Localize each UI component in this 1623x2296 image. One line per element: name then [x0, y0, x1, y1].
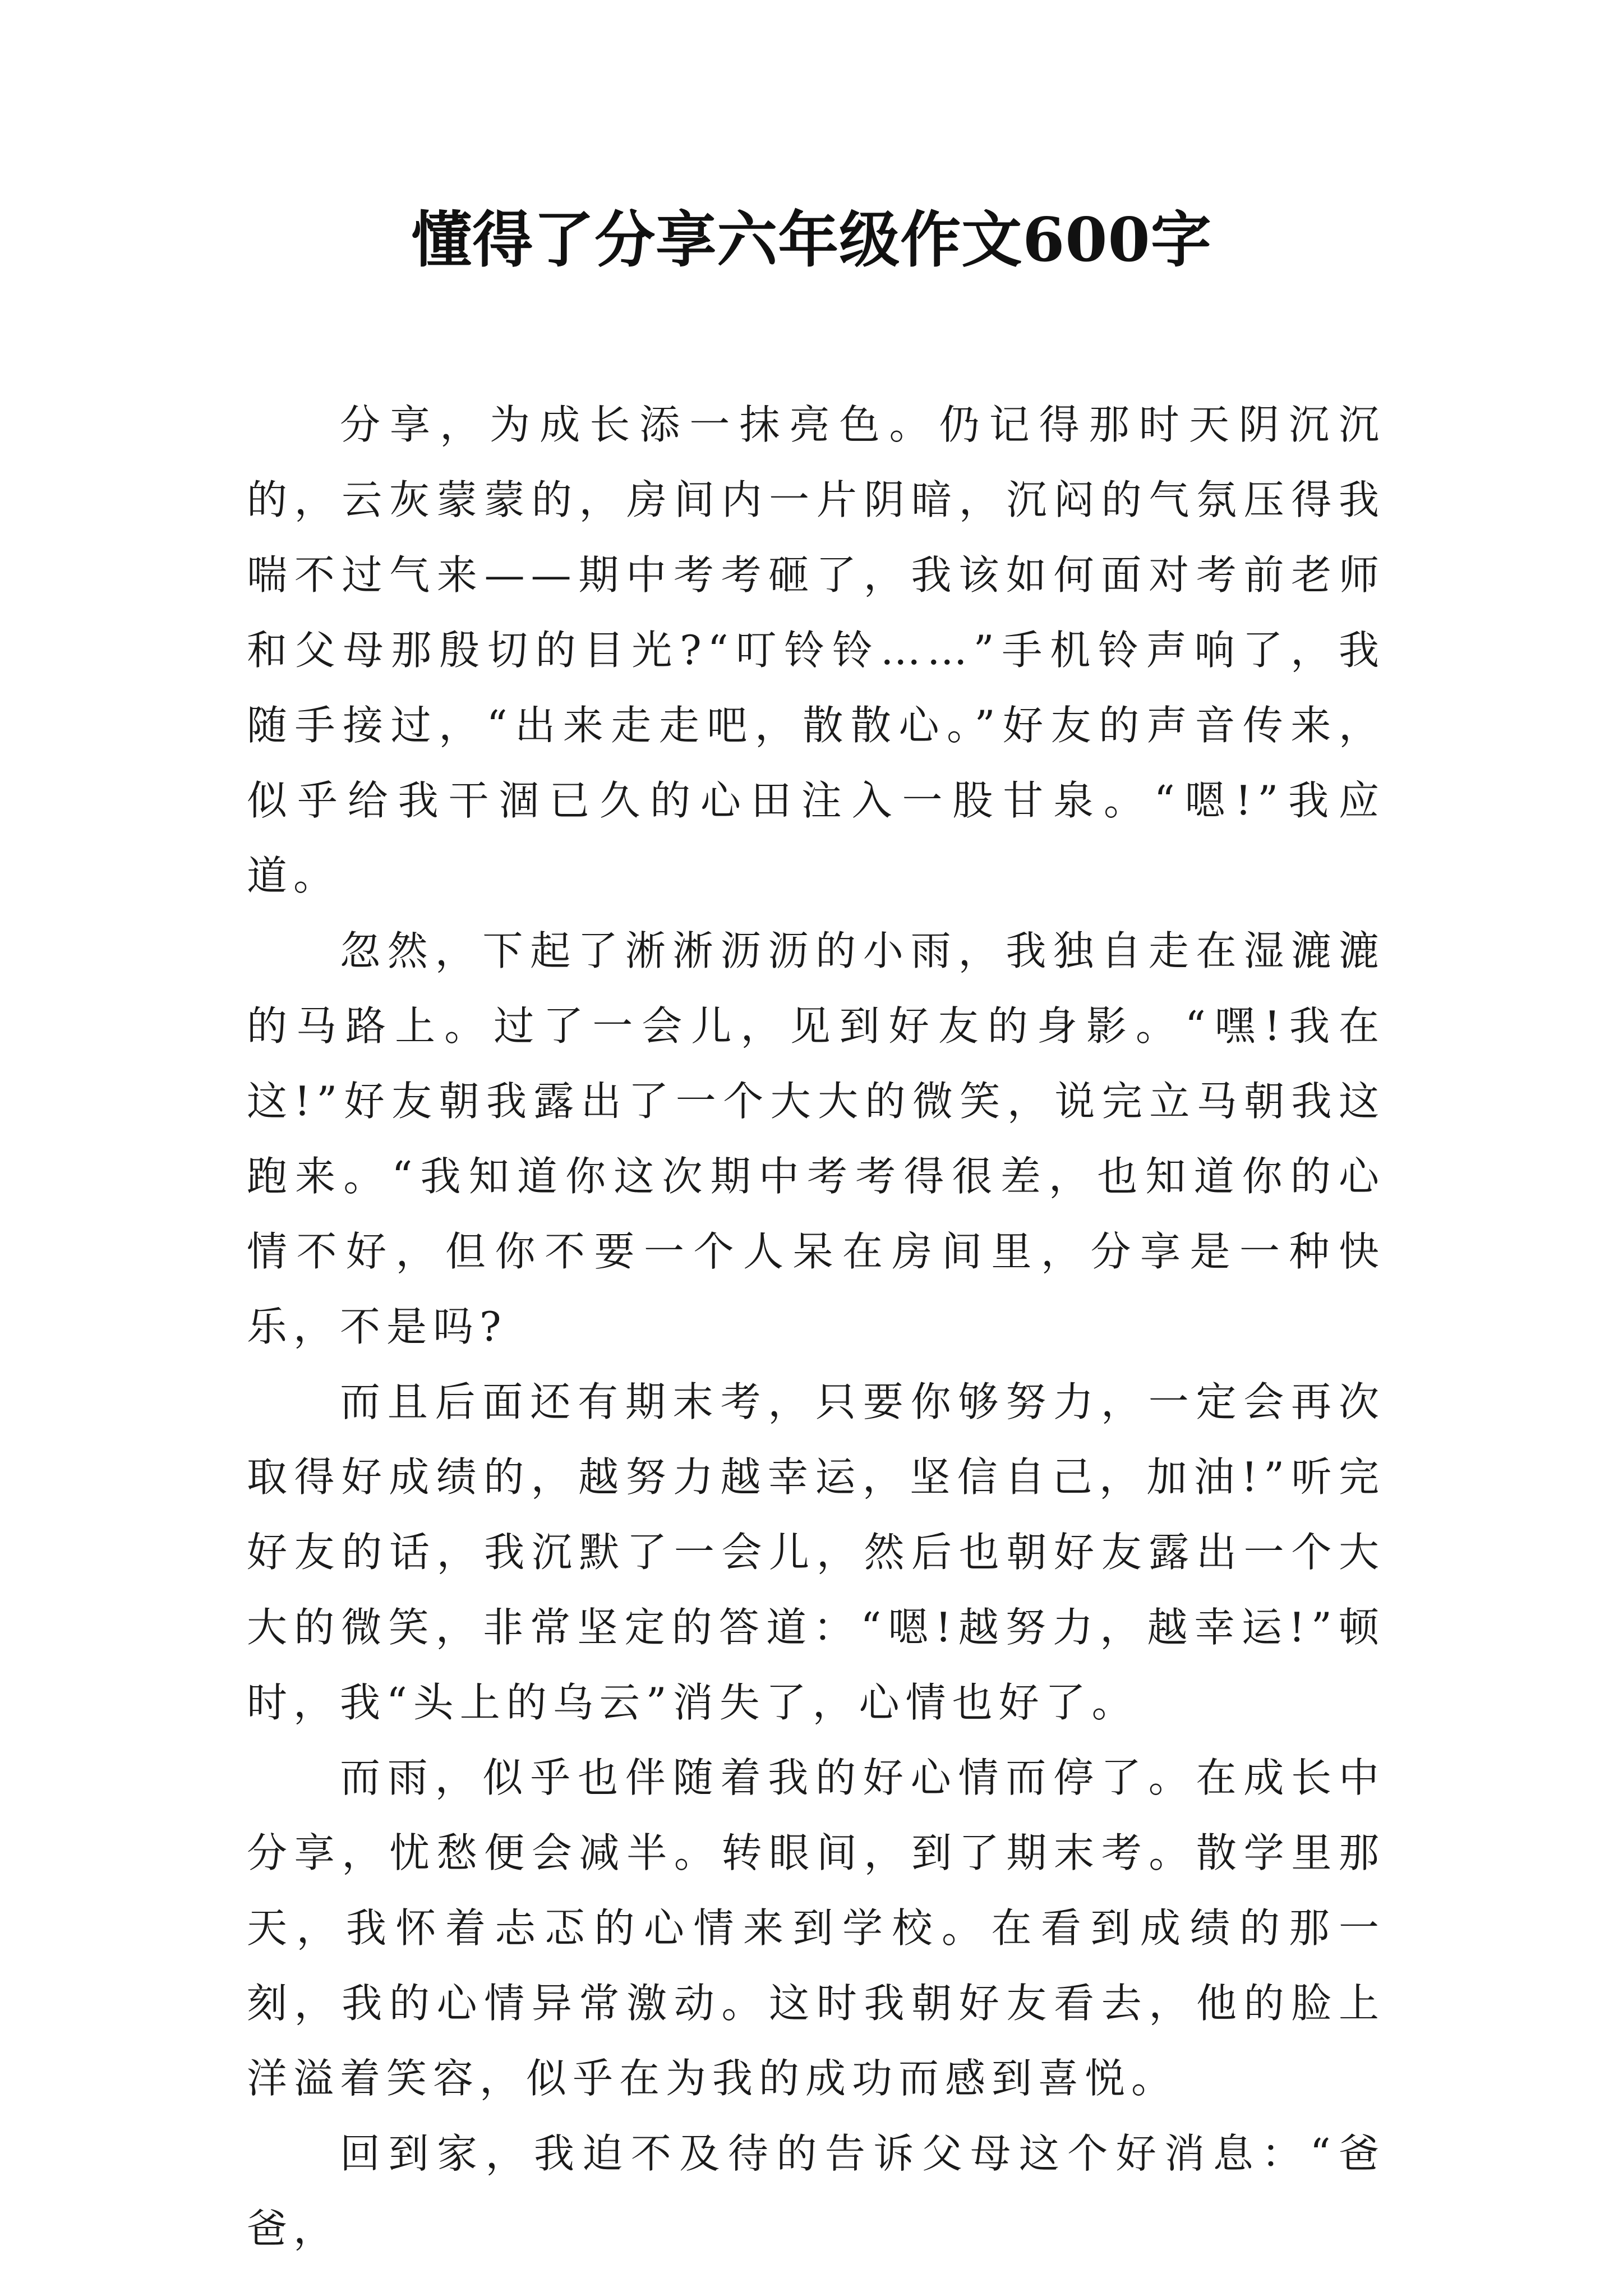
paragraph: 而雨，似乎也伴随着我的好心情而停了。在成长中分享，忧愁便会减半。转眼间，到了期末考。散学里那天，我怀着忐忑的心情来到学校。在看到成绩的那一刻，我的心情异常激动。这时我朝好友看去，他的脸上洋溢着笑容，似乎在为我的成功而感到喜悦。: [247, 1754, 1385, 2102]
paragraph: 回到家，我迫不及待的告诉父母这个好消息：“爸爸，: [247, 2130, 1385, 2252]
paragraph: 分享，为成长添一抹亮色。仍记得那时天阴沉沉的，云灰蒙蒙的，房间内一片阴暗，沉闷的气氛压得我喘不过气来——期中考考砸了，我该如何面对考前老师和父母那殷切的目光?“叮铃铃……”手机铃声响了，我随手接过，“出来走走吧，散散心。”好友的声音传来，似乎给我干涸已久的心田注入一股甘泉。“嗯!”我应道。: [247, 401, 1385, 899]
paragraph: 而且后面还有期末考，只要你够努力，一定会再次取得好成绩的，越努力越幸运，坚信自己，加油!”听完好友的话，我沉默了一会儿，然后也朝好友露出一个大大的微笑，非常坚定的答道：“嗯!越努力，越幸运!”顿时，我“头上的乌云”消失了，心情也好了。: [247, 1378, 1385, 1726]
document-title: 懂得了分享六年级作文600字: [411, 205, 1212, 275]
document-body: [247, 387, 1385, 2266]
paragraph: 忽然，下起了淅淅沥沥的小雨，我独自走在湿漉漉的马路上。过了一会儿，见到好友的身影。“嘿!我在这!”好友朝我露出了一个大大的微笑，说完立马朝我这跑来。“我知道你这次期中考考得很差，也知道你的心情不好，但你不要一个人呆在房间里，分享是一种快乐，不是吗?: [247, 927, 1385, 1350]
